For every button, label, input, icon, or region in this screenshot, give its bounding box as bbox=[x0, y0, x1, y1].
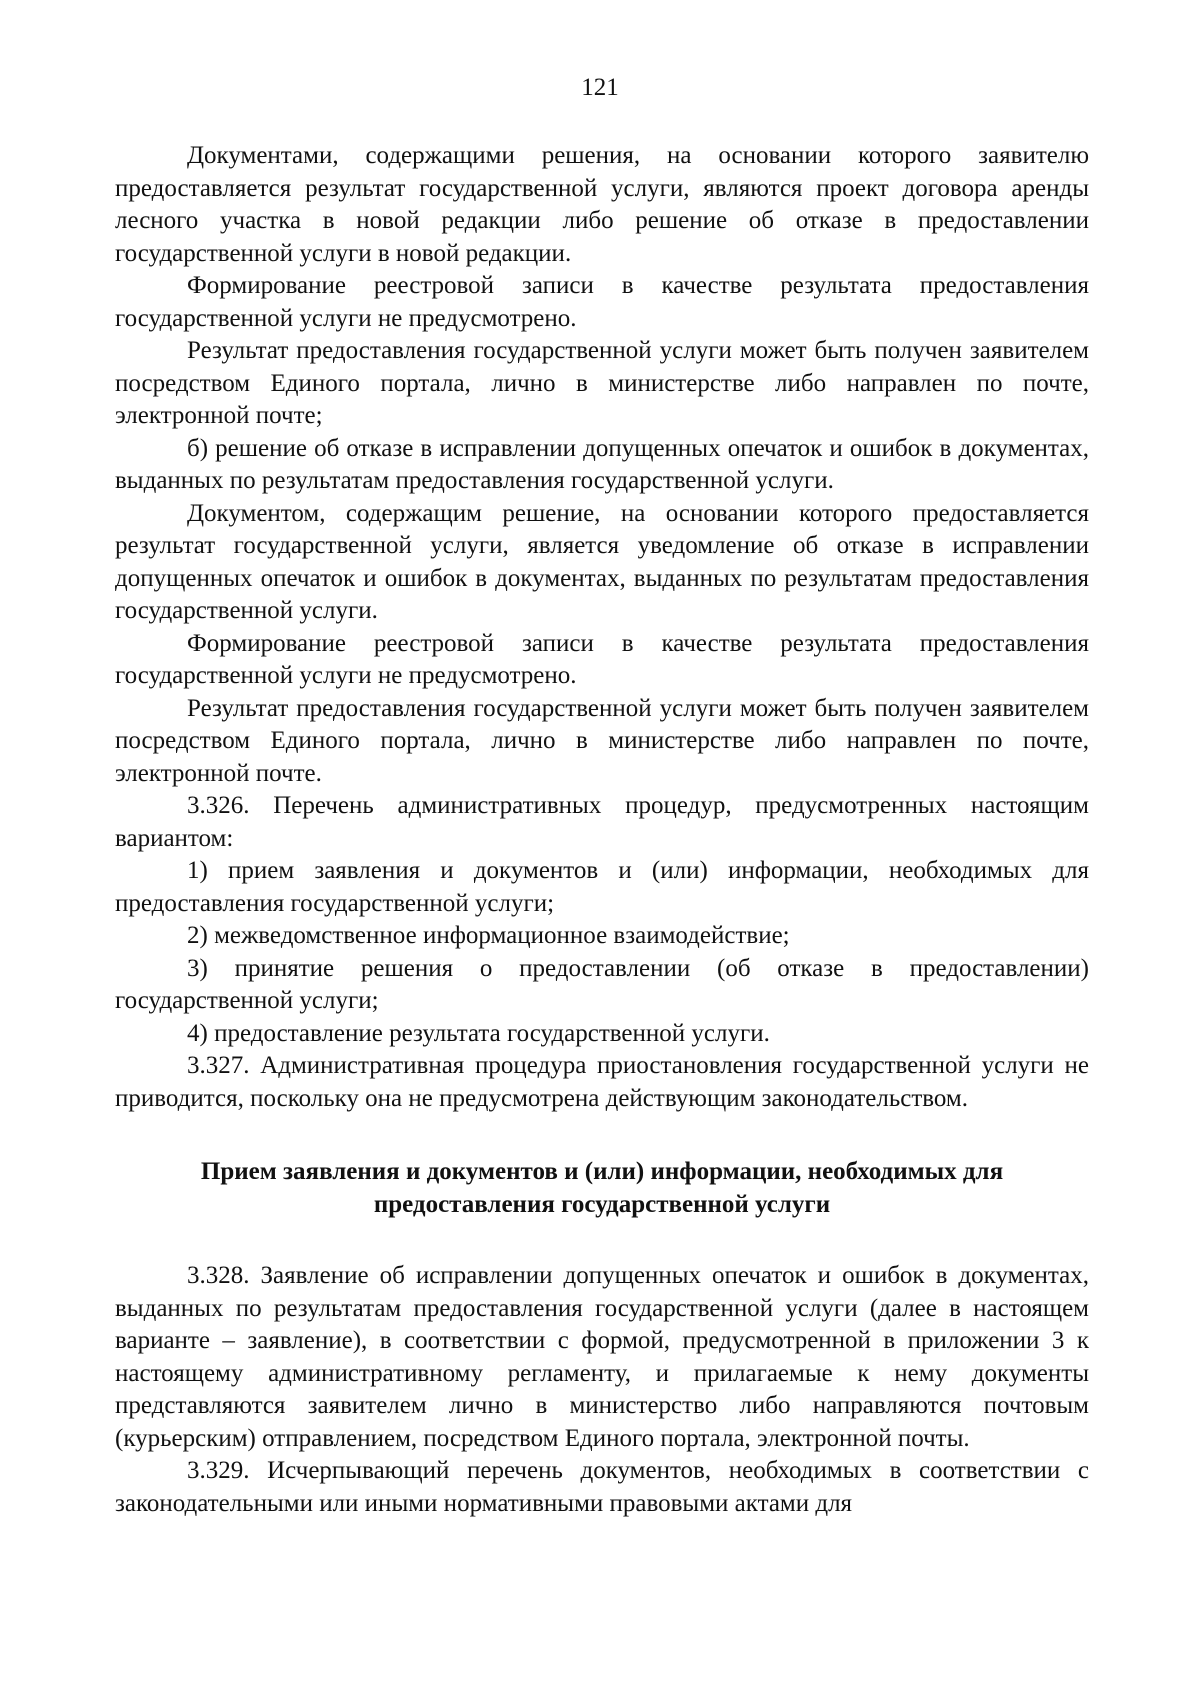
list-item: 1) прием заявления и документов и (или) информации, необходимых для предоставления государственной услуги; bbox=[115, 857, 1089, 917]
paragraph: 3.326. Перечень административных процедур, предусмотренных настоящим вариантом: bbox=[115, 792, 1089, 852]
document-body bbox=[115, 140, 1089, 1520]
paragraph: 3.328. Заявление об исправлении допущенных опечаток и ошибок в документах, выданных по результатам предоставления государственной услуги (далее в настоящем варианте – заявление), в соответствии с формой, предусмотренной в приложении 3 к настоящему административному регламенту, и прилагаемые к нему документы представляются заявителем лично в министерство либо направляются почтовым (курьерским) отправлением, посредством Единого портала, электронной почты. bbox=[115, 1262, 1089, 1452]
list-item: 4) предоставление результата государственной услуги. bbox=[187, 1019, 770, 1047]
section-heading-line: Прием заявления и документов и (или) информации, необходимых для bbox=[200, 1158, 1004, 1185]
list-item: 2) межведомственное информационное взаимодействие; bbox=[187, 922, 790, 949]
paragraph: Результат предоставления государственной услуги может быть получен заявителем посредством Единого портала, лично в министерстве либо направлен по почте, электронной почте; bbox=[115, 337, 1089, 429]
section-heading bbox=[115, 1156, 1089, 1221]
paragraph: Формирование реестровой записи в качестве результата предоставления государственной услуги не предусмотрено. bbox=[115, 629, 1089, 689]
paragraph: Формирование реестровой записи в качестве результата предоставления государственной услуги не предусмотрено. bbox=[115, 272, 1089, 332]
paragraph: 3.327. Административная процедура приостановления государственной услуги не приводится, поскольку она не предусмотрена действующим законодательством. bbox=[115, 1052, 1089, 1112]
page-number: 121 bbox=[581, 74, 619, 101]
paragraph: б) решение об отказе в исправлении допущенных опечаток и ошибок в документах, выданных по результатам предоставления государственной услуги. bbox=[115, 434, 1089, 494]
paragraph: Документами, содержащими решения, на основании которого заявителю предоставляется результат государственной услуги, являются проект договора аренды лесного участка в новой редакции либо решение об отказе в предоставлении государственной услуги в новой редакции. bbox=[115, 142, 1089, 267]
list-item: 3) принятие решения о предоставлении (об отказе в предоставлении) государственной услуги; bbox=[115, 954, 1089, 1014]
paragraph: Документом, содержащим решение, на основании которого предоставляется результат государственной услуги, является уведомление об отказе в исправлении допущенных опечаток и ошибок в документах, выданных по результатам предоставления государственной услуги. bbox=[115, 499, 1089, 624]
paragraph: Результат предоставления государственной услуги может быть получен заявителем посредством Единого портала, лично в министерстве либо направлен по почте, электронной почте. bbox=[115, 694, 1089, 787]
paragraph: 3.329. Исчерпывающий перечень документов, необходимых в соответствии с законодательными или иными нормативными правовыми актами для bbox=[115, 1457, 1089, 1517]
section-heading-line: предоставления государственной услуги bbox=[373, 1190, 831, 1218]
